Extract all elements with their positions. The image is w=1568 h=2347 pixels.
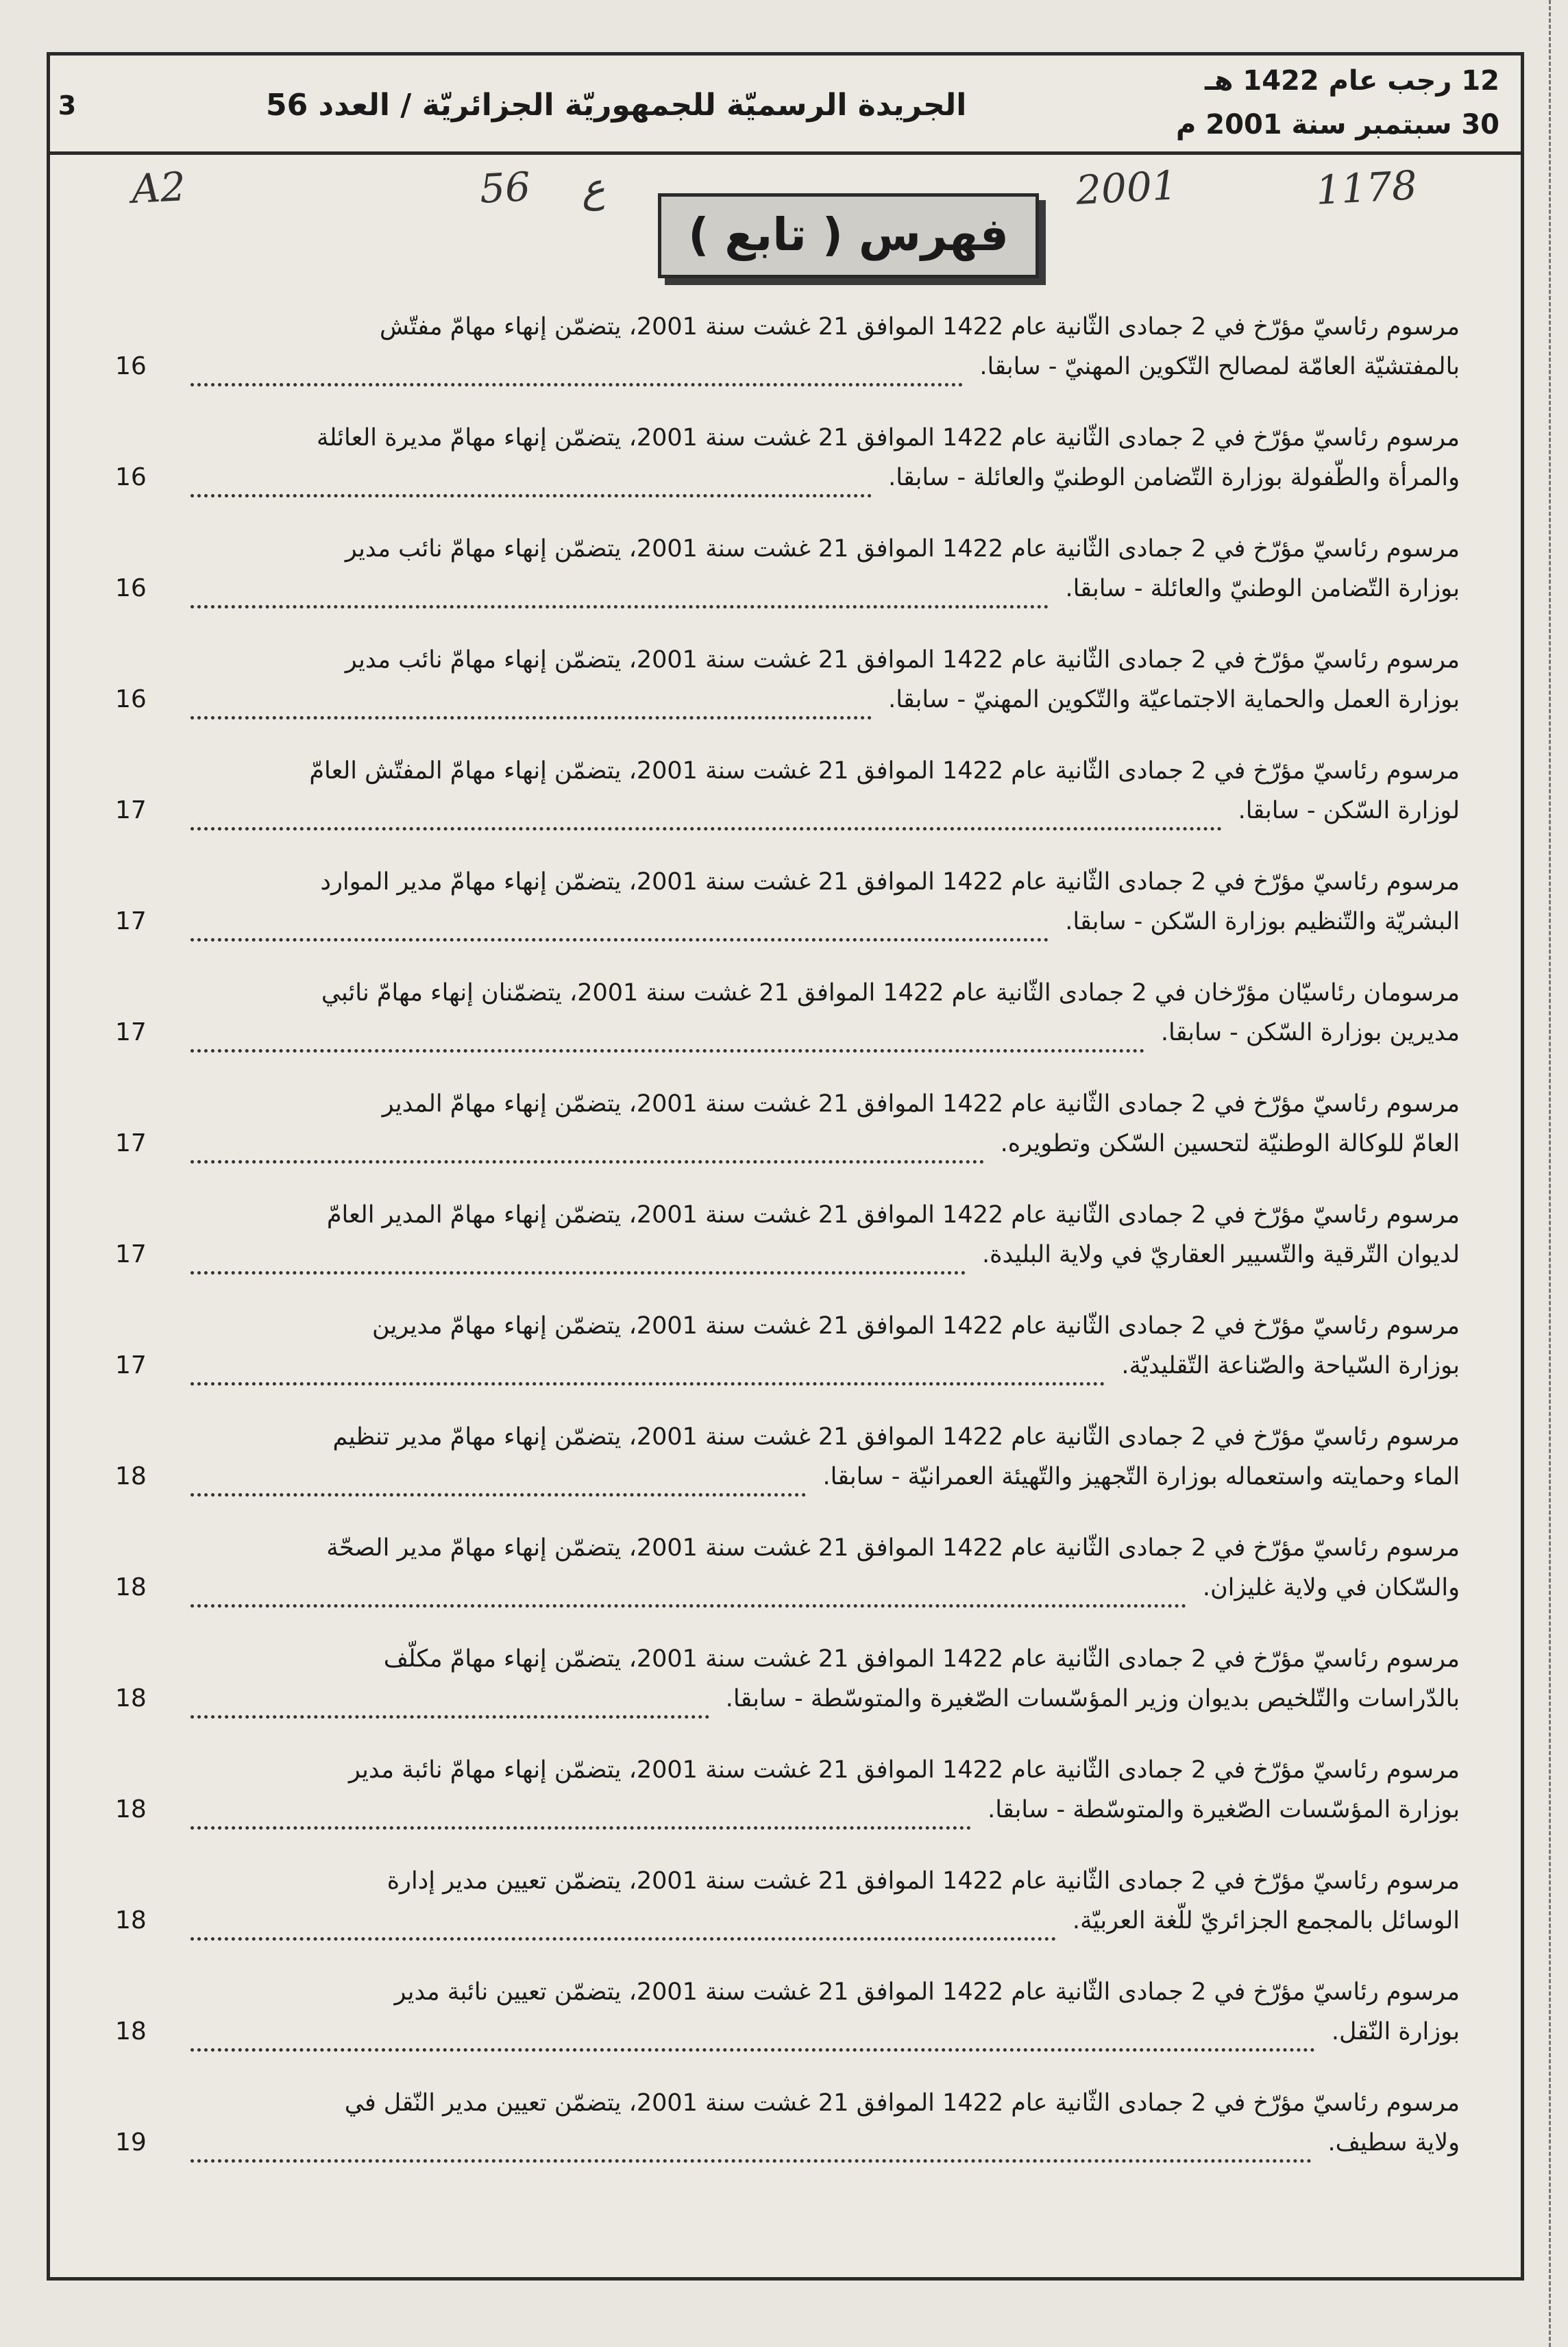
entry-line-1: مرسوم رئاسيّ مؤرّخ في 2 جمادى الثّانية عام 1422 الموافق 21 غشت سنة 2001، يتضمّن إنهاء مهامّ نائب مدير (345, 535, 1460, 563)
index-entry (115, 1634, 1460, 1745)
entry-line-1: مرسوم رئاسيّ مؤرّخ في 2 جمادى الثّانية عام 1422 الموافق 21 غشت سنة 2001، يتضمّن إنهاء مهامّ المفتّش العامّ (309, 757, 1460, 785)
gazette-title: الجريدة الرسميّة للجمهوريّة الجزائريّة / العدد 56 (266, 88, 967, 123)
header-dates (1176, 59, 1499, 147)
dot-leader (191, 1013, 1144, 1053)
dot-leader (191, 902, 1049, 942)
index-entry (115, 1523, 1460, 1634)
dot-leader (191, 347, 963, 386)
entry-line-2: العامّ للوكالة الوطنيّة لتحسين السّكن وتطويره. (1000, 1130, 1460, 1157)
handwritten-mark: A2 (130, 162, 187, 213)
entry-line-1: مرسوم رئاسيّ مؤرّخ في 2 جمادى الثّانية عام 1422 الموافق 21 غشت سنة 2001، يتضمّن إنهاء مهامّ نائب مدير (345, 646, 1460, 674)
entry-line-1: مرسوم رئاسيّ مؤرّخ في 2 جمادى الثّانية عام 1422 الموافق 21 غشت سنة 2001، يتضمّن إنهاء مهامّ مديرة العائلة (316, 424, 1460, 452)
entry-page-number: 18 (115, 1573, 147, 1601)
dot-leader (191, 680, 872, 720)
index-entry (115, 1745, 1460, 1856)
entry-page-number: 17 (115, 796, 147, 824)
entry-line-2: بالدّراسات والتّلخيص بديوان وزير المؤسّسات الصّغيرة والمتوسّطة - سابقا. (725, 1685, 1460, 1712)
entry-line-1: مرسوم رئاسيّ مؤرّخ في 2 جمادى الثّانية عام 1422 الموافق 21 غشت سنة 2001، يتضمّن إنهاء مهامّ مدير الموارد (320, 868, 1460, 896)
page-fold-line (1549, 0, 1554, 2347)
index-entry (115, 302, 1460, 413)
dot-leader (191, 2012, 1315, 2052)
entry-line-2: البشريّة والتّنظيم بوزارة السّكن - سابقا. (1065, 908, 1460, 935)
handwritten-mark: ع (580, 164, 607, 212)
entry-page-number: 18 (115, 1684, 147, 1712)
gregorian-date: 30 سبتمبر سنة 2001 م (1176, 109, 1499, 140)
entry-page-number: 18 (115, 2017, 147, 2045)
dot-leader (191, 1679, 709, 1719)
index-title: فهرس ( تابع ) (658, 193, 1039, 278)
entry-page-number: 17 (115, 907, 147, 935)
index-entry (115, 2078, 1460, 2189)
entry-line-1: مرسوم رئاسيّ مؤرّخ في 2 جمادى الثّانية عام 1422 الموافق 21 غشت سنة 2001، يتضمّن إنهاء مهامّ المدير العامّ (326, 1201, 1460, 1229)
entry-page-number: 16 (115, 574, 147, 602)
entry-line-2: بوزارة السّياحة والصّناعة التّقليديّة. (1121, 1352, 1460, 1379)
index-entry (115, 857, 1460, 968)
index-entry (115, 635, 1460, 746)
index-entry (115, 1079, 1460, 1190)
index-entry (115, 1190, 1460, 1301)
dot-leader (191, 1124, 984, 1164)
entry-line-2: بوزارة العمل والحماية الاجتماعيّة والتّكوين المهنيّ - سابقا. (888, 686, 1460, 713)
entry-line-2: الماء وحمايته واستعماله بوزارة التّجهيز والتّهيئة العمرانيّة - سابقا. (822, 1463, 1460, 1490)
entry-page-number: 16 (115, 685, 147, 713)
handwritten-mark: 56 (478, 163, 532, 212)
entry-page-number: 17 (115, 1351, 147, 1379)
entry-page-number: 18 (115, 1795, 147, 1823)
entry-line-1: مرسومان رئاسيّان مؤرّخان في 2 جمادى الثّانية عام 1422 الموافق 21 غشت سنة 2001، يتضمّنان إنهاء مهامّ نائبي (321, 979, 1460, 1007)
entry-line-1: مرسوم رئاسيّ مؤرّخ في 2 جمادى الثّانية عام 1422 الموافق 21 غشت سنة 2001، يتضمّن إنهاء مهامّ مدير الصحّة (326, 1534, 1460, 1562)
entry-page-number: 16 (115, 463, 147, 491)
handwritten-mark: 1178 (1314, 162, 1419, 214)
entry-line-2: مديرين بوزارة السّكن - سابقا. (1160, 1019, 1460, 1046)
hijri-date: 12 رجب عام 1422 هـ (1205, 65, 1499, 97)
entry-line-1: مرسوم رئاسيّ مؤرّخ في 2 جمادى الثّانية عام 1422 الموافق 21 غشت سنة 2001، يتضمّن تعيين نائبة مدير (394, 1978, 1460, 2006)
entry-line-1: مرسوم رئاسيّ مؤرّخ في 2 جمادى الثّانية عام 1422 الموافق 21 غشت سنة 2001، يتضمّن إنهاء مهامّ مفتّش (379, 313, 1460, 341)
entry-line-1: مرسوم رئاسيّ مؤرّخ في 2 جمادى الثّانية عام 1422 الموافق 21 غشت سنة 2001، يتضمّن تعيين مدير إدارة (387, 1867, 1460, 1895)
index-entry (115, 413, 1460, 524)
entry-line-2: والمرأة والطّفولة بوزارة التّضامن الوطنيّ والعائلة - سابقا. (888, 464, 1460, 491)
dot-leader (191, 569, 1049, 609)
entry-line-1: مرسوم رئاسيّ مؤرّخ في 2 جمادى الثّانية عام 1422 الموافق 21 غشت سنة 2001، يتضمّن تعيين مدير النّقل في (344, 2089, 1460, 2117)
dot-leader (191, 1568, 1186, 1608)
entry-line-2: بوزارة المؤسّسات الصّغيرة والمتوسّطة - سابقا. (988, 1796, 1460, 1823)
entry-line-1: مرسوم رئاسيّ مؤرّخ في 2 جمادى الثّانية عام 1422 الموافق 21 غشت سنة 2001، يتضمّن إنهاء مهامّ مدير تنظيم (332, 1423, 1460, 1451)
dot-leader (191, 1790, 971, 1830)
entry-page-number: 18 (115, 1462, 147, 1490)
entry-line-2: لوزارة السّكن - سابقا. (1238, 797, 1460, 824)
entry-line-2: والسّكان في ولاية غليزان. (1202, 1574, 1460, 1601)
index-entry (115, 1301, 1460, 1412)
entry-line-1: مرسوم رئاسيّ مؤرّخ في 2 جمادى الثّانية عام 1422 الموافق 21 غشت سنة 2001، يتضمّن إنهاء مهامّ المدير (382, 1090, 1460, 1118)
entry-page-number: 18 (115, 1906, 147, 1934)
index-entry (115, 1412, 1460, 1523)
entry-page-number: 17 (115, 1240, 147, 1268)
entry-line-2: بالمفتشيّة العامّة لمصالح التّكوين المهنيّ - سابقا. (979, 353, 1460, 380)
index-entries (115, 302, 1460, 2189)
entry-line-2: بوزارة التّضامن الوطنيّ والعائلة - سابقا. (1065, 575, 1460, 602)
index-entry (115, 1967, 1460, 2078)
page-number: 3 (58, 90, 77, 121)
entry-line-1: مرسوم رئاسيّ مؤرّخ في 2 جمادى الثّانية عام 1422 الموافق 21 غشت سنة 2001، يتضمّن إنهاء مهامّ مديرين (372, 1312, 1460, 1340)
entry-page-number: 17 (115, 1129, 147, 1157)
dot-leader (191, 1901, 1056, 1941)
index-entry (115, 524, 1460, 635)
entry-page-number: 19 (115, 2128, 147, 2156)
dot-leader (191, 1346, 1105, 1386)
index-entry (115, 746, 1460, 857)
entry-line-2: بوزارة النّقل. (1331, 2018, 1460, 2045)
handwritten-mark: 2001 (1075, 162, 1179, 214)
index-entry (115, 968, 1460, 1079)
dot-leader (191, 2123, 1312, 2163)
dot-leader (191, 1235, 966, 1275)
entry-line-1: مرسوم رئاسيّ مؤرّخ في 2 جمادى الثّانية عام 1422 الموافق 21 غشت سنة 2001، يتضمّن إنهاء مهامّ نائبة مدير (348, 1756, 1460, 1784)
entry-line-2: لديوان التّرقية والتّسيير العقاريّ في ولاية البليدة. (981, 1241, 1460, 1268)
entry-page-number: 17 (115, 1018, 147, 1046)
entry-line-2: ولاية سطيف. (1327, 2129, 1460, 2156)
dot-leader (191, 458, 872, 497)
page-header (47, 52, 1524, 155)
dot-leader (191, 791, 1222, 831)
entry-page-number: 16 (115, 352, 147, 380)
dot-leader (191, 1457, 806, 1497)
index-entry (115, 1856, 1460, 1967)
entry-line-2: الوسائل بالمجمع الجزائريّ للّغة العربيّة. (1072, 1907, 1460, 1934)
entry-line-1: مرسوم رئاسيّ مؤرّخ في 2 جمادى الثّانية عام 1422 الموافق 21 غشت سنة 2001، يتضمّن إنهاء مهامّ مكلّف (383, 1645, 1460, 1673)
